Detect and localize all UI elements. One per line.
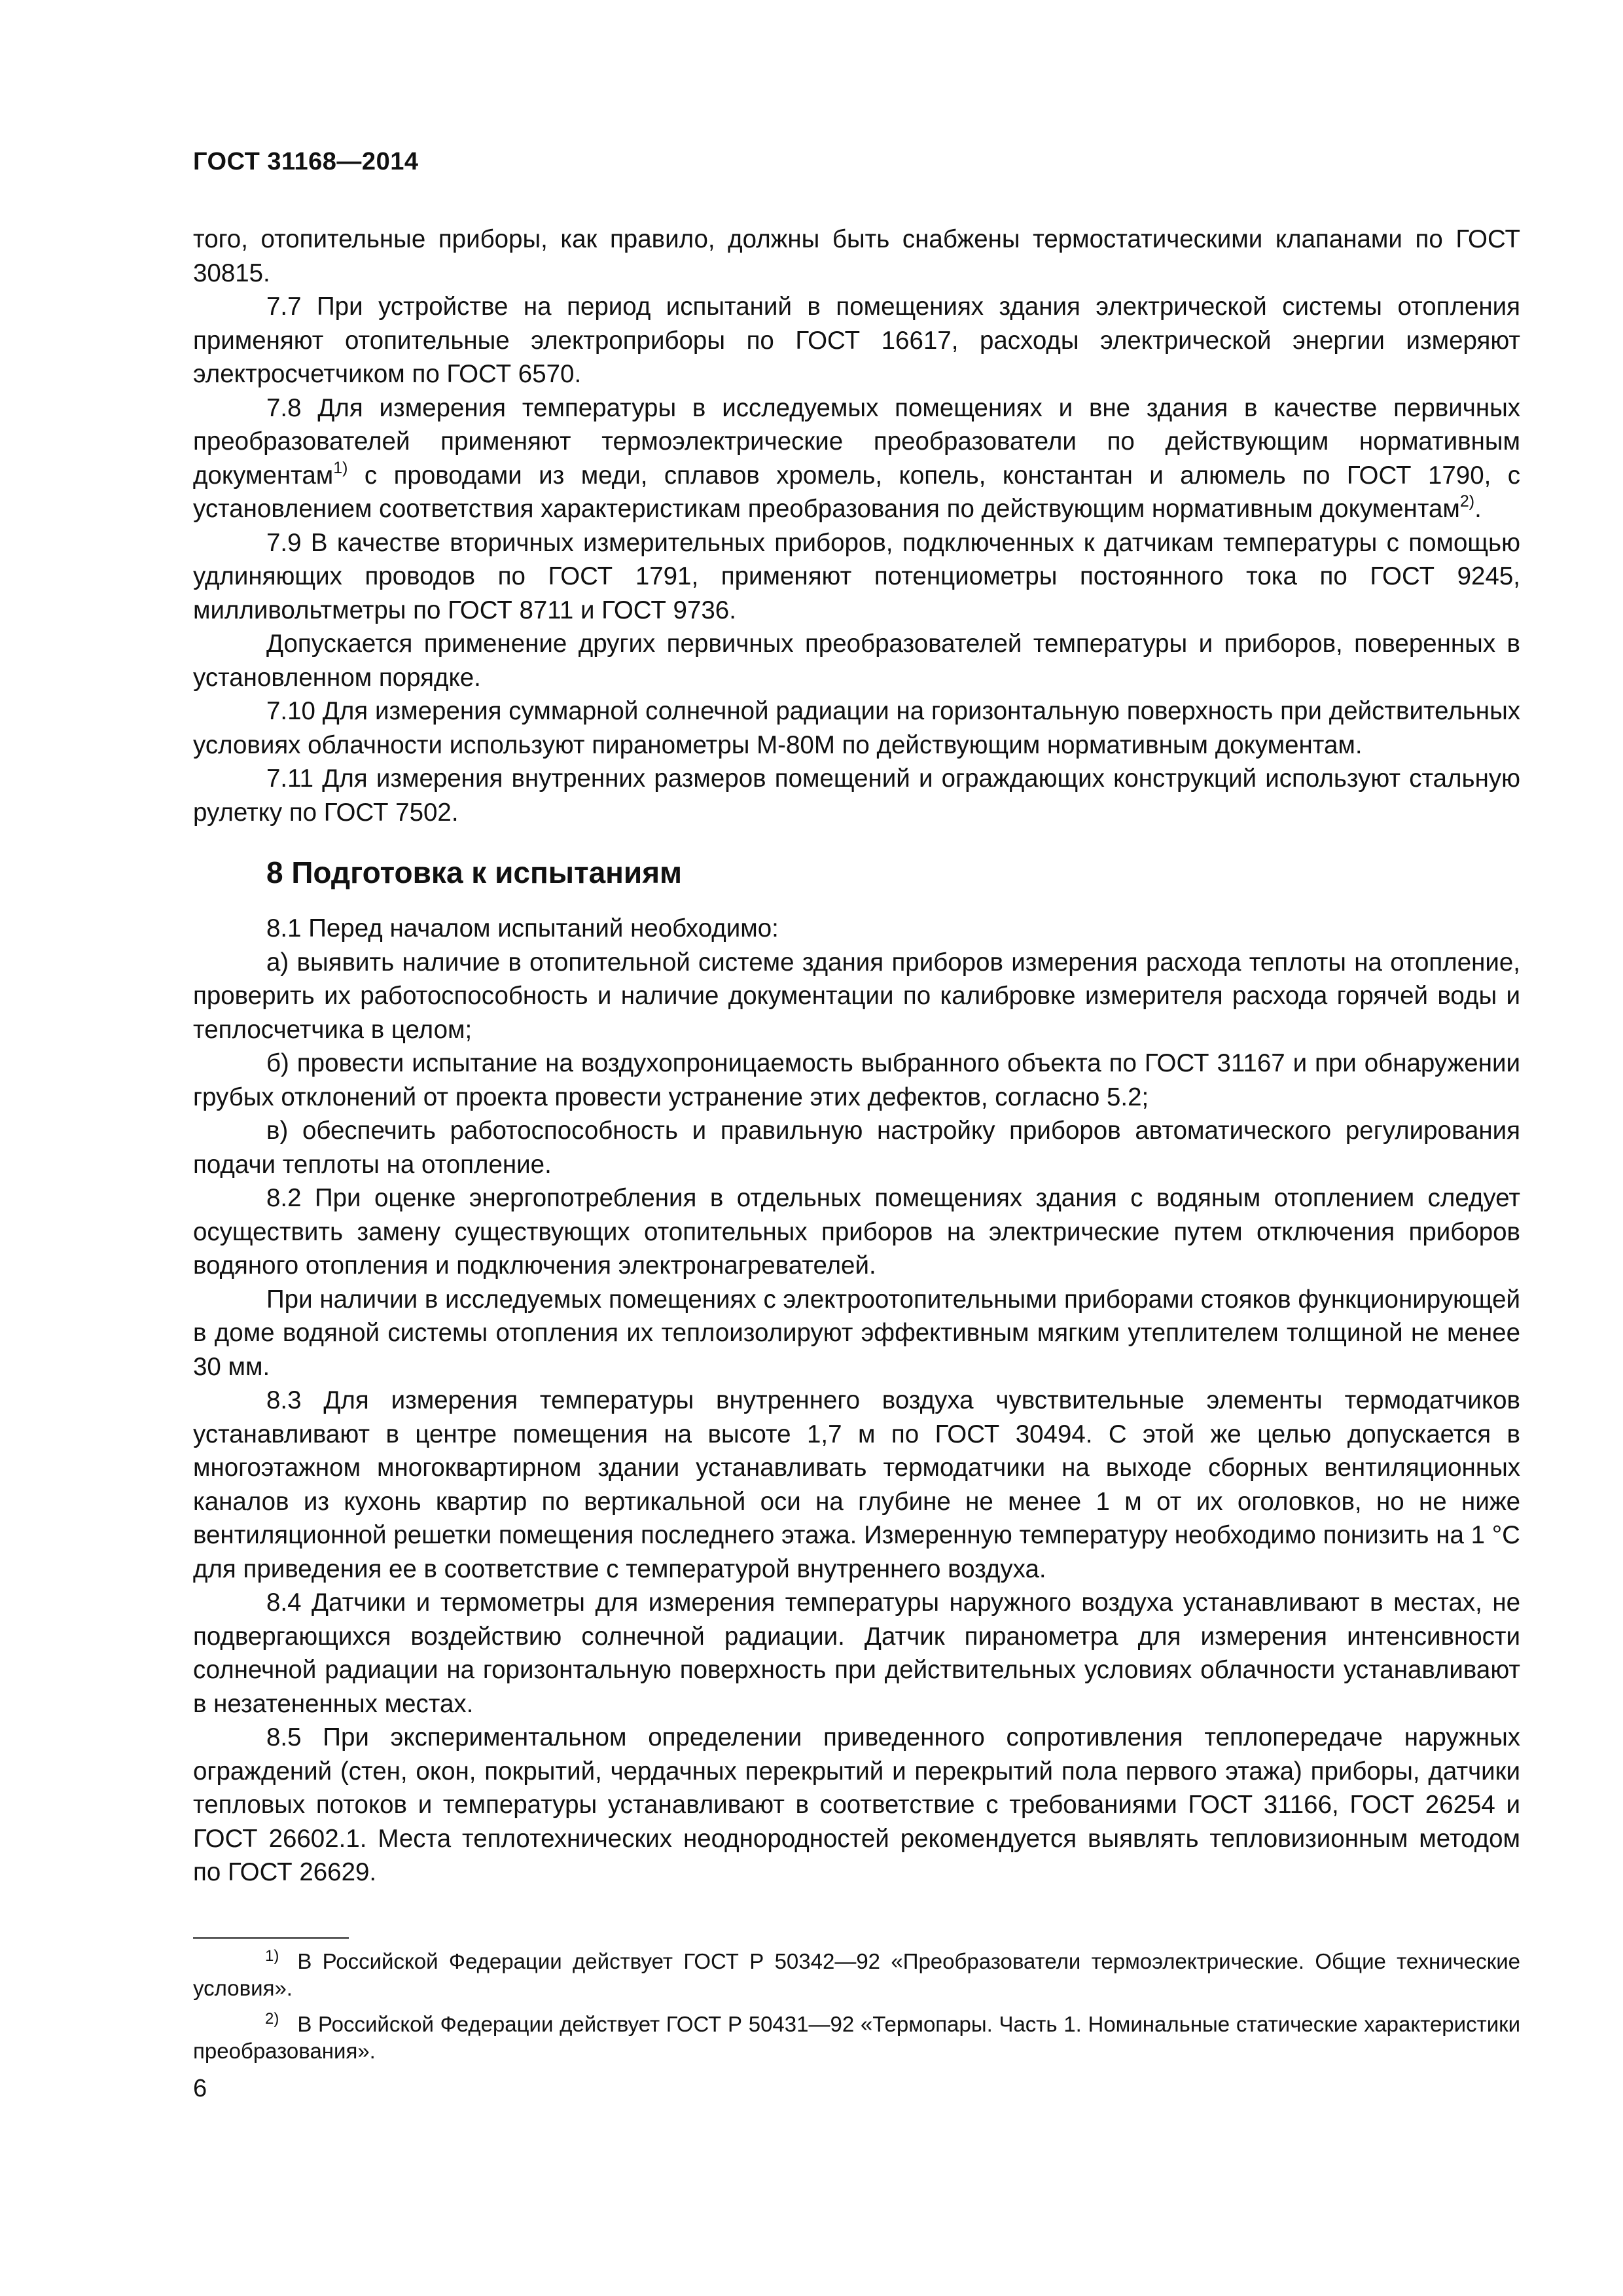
- footnote-mark-2: 2): [265, 2010, 279, 2028]
- footnote-1: [193, 1948, 1520, 2001]
- paragraph-8-1-b: б) провести испытание на воздухопроницаемость выбранного объекта по ГОСТ 31167 и при обнаружении грубых отклонений от проекта провести устранение этих дефектов, согласно 5.2;: [193, 1049, 1520, 1111]
- page-number: 6: [193, 2075, 207, 2102]
- paragraph-8-3: 8.3 Для измерения температуры внутреннего воздуха чувствительные элементы термодатчиков устанавливают в центре помещения на высоте 1,7 м по ГОСТ 30494. С этой же целью допускается в многоэтажном многоквартирном здании устанавливать термодатчики на выходе сборных вентиляционных каналов из кухонь квартир по вертикальной оси на глубине не менее 1 м от их оголовков, но не ниже вентиляционной решетки помещения последнего этажа. Измеренную температуру необходимо понизить на 1 °С для приведения ее в соответствие с температурой внутреннего воздуха.: [193, 1386, 1520, 1583]
- paragraph-8-1-c: в) обеспечить работоспособность и правильную настройку приборов автоматического регулирования подачи теплоты на отопление.: [193, 1117, 1520, 1179]
- paragraph-7-8-part-3: .: [1474, 495, 1482, 523]
- paragraph-8-1-a: а) выявить наличие в отопительной системе здания приборов измерения расхода теплоты на отопление, проверить их работоспособность и наличие документации по калибровке измерителя расхода горячей воды и теплосчетчика в целом;: [193, 948, 1520, 1044]
- paragraph-7-11: 7.11 Для измерения внутренних размеров помещений и ограждающих конструкций используют стальную рулетку по ГОСТ 7502.: [193, 764, 1520, 827]
- paragraph-8-2-note: При наличии в исследуемых помещениях с электроотопительными приборами стояков функционирующей в доме водяной системы отопления их теплоизолируют эффективным мягким утеплителем толщиной не менее 30 мм.: [193, 1285, 1520, 1381]
- paragraph-7-7: 7.7 При устройстве на период испытаний в помещениях здания электрической системы отопления применяют отопительные электроприборы по ГОСТ 16617, расходы электрической энергии измеряют электросчетчиком по ГОСТ 6570.: [193, 293, 1520, 388]
- paragraph-8-1: 8.1 Перед началом испытаний необходимо:: [266, 914, 779, 942]
- paragraph-7-8-part-2: с проводами из меди, сплавов хромель, копель, константан и алюмель по ГОСТ 1790, с установлением соответствия характеристикам преобразования по действующим нормативным документам: [193, 461, 1520, 523]
- document-body: [193, 223, 1520, 1890]
- footnote-2: [193, 2011, 1520, 2064]
- paragraph-7-8: [193, 391, 1520, 526]
- section-heading: 8 Подготовка к испытаниям: [266, 855, 683, 889]
- footnote-ref-2: 2): [1459, 492, 1475, 511]
- footnote-ref-1: 1): [333, 458, 348, 477]
- paragraph-7-10: 7.10 Для измерения суммарной солнечной радиации на горизонтальную поверхность при действительных условиях облачности используют пиранометры М-80М по действующим нормативным документам.: [193, 697, 1520, 759]
- document-header: ГОСТ 31168—2014: [193, 148, 419, 175]
- footnote-text-1: В Российской Федерации действует ГОСТ Р 50342—92 «Преобразователи термоэлектрические. Общие технические условия».: [193, 1949, 1520, 2000]
- paragraph-continuation: того, отопительные приборы, как правило, должны быть снабжены термостатическими клапанами по ГОСТ 30815.: [193, 225, 1520, 287]
- footnotes: [193, 1948, 1520, 2073]
- paragraph-8-2: 8.2 При оценке энергопотребления в отдельных помещениях здания с водяным отоплением следует осуществить замену существующих отопительных приборов на электрические путем отключения приборов водяного отопления и подключения электронагревателей.: [193, 1184, 1520, 1280]
- paragraph-8-5: 8.5 При экспериментальном определении приведенного сопротивления теплопередаче наружных ограждений (стен, окон, покрытий, чердачных перекрытий и перекрытий пола первого этажа) приборы, датчики тепловых потоков и температуры устанавливают в соответствие с требованиями ГОСТ 31166, ГОСТ 26254 и ГОСТ 26602.1. Места теплотехнических неоднородностей рекомендуется выявлять тепловизионным методом по ГОСТ 26629.: [193, 1723, 1520, 1886]
- footnote-separator: [193, 1937, 349, 1939]
- footnote-text-2: В Российской Федерации действует ГОСТ Р 50431—92 «Термопары. Часть 1. Номинальные статические характеристики преобразования».: [193, 2012, 1520, 2063]
- document-page: [193, 0, 1520, 2296]
- footnote-mark-1: 1): [265, 1947, 279, 1965]
- paragraph-8-4: 8.4 Датчики и термометры для измерения температуры наружного воздуха устанавливают в местах, не подвергающихся воздействию солнечной радиации. Датчик пиранометра для измерения интенсивности солнечной радиации на горизонтальную поверхность при действительных условиях облачности устанавливают в незатененных местах.: [193, 1588, 1520, 1718]
- paragraph-7-9: 7.9 В качестве вторичных измерительных приборов, подключенных к датчикам температуры с помощью удлиняющих проводов по ГОСТ 1791, применяют потенциометры постоянного тока по ГОСТ 9245, милливольтметры по ГОСТ 8711 и ГОСТ 9736.: [193, 528, 1520, 624]
- paragraph-7-8-part-1: 7.8 Для измерения температуры в исследуемых помещениях и вне здания в качестве первичных преобразователей применяют термоэлектрические преобразователи по действующим нормативным документам: [193, 393, 1520, 490]
- paragraph-7-9-note: Допускается применение других первичных преобразователей температуры и приборов, поверенных в установленном порядке.: [193, 630, 1520, 692]
